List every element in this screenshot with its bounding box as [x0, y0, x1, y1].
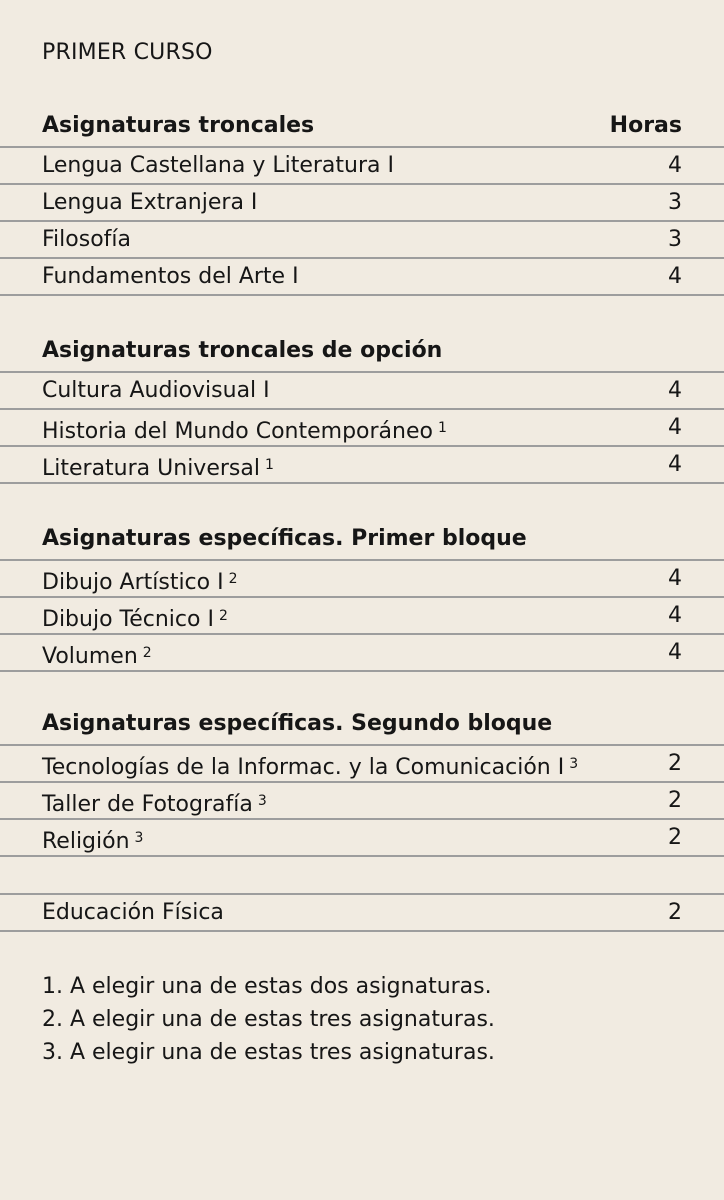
table-row [0, 148, 724, 185]
subject-name: Lengua Castellana y Literatura I [42, 153, 394, 178]
group-header-troncales [0, 112, 724, 148]
footnote-marker: 1 [437, 420, 447, 436]
table-row [0, 746, 724, 783]
table-row [0, 895, 724, 932]
subject-name: Religión $^3$ [42, 829, 144, 854]
table-row [0, 783, 724, 820]
subject-name: Historia del Mundo Contemporáneo $^1$ [42, 419, 447, 444]
subject-hours: 2 [668, 788, 682, 813]
footnotes [42, 970, 495, 1069]
table-row [0, 185, 724, 222]
group-heading: Asignaturas troncales de opción [42, 338, 443, 363]
footnote-text: 2. A elegir una de estas tres asignaturas. [42, 1007, 495, 1032]
subject-hours: 4 [668, 415, 682, 440]
subject-name: Taller de Fotografía $^3$ [42, 792, 267, 817]
footnote-marker: 2 [218, 608, 228, 624]
subject-name: Tecnologías de la Informac. y la Comunicación I $^3$ [42, 755, 579, 780]
table-row [0, 259, 724, 296]
group-heading: Asignaturas troncales [42, 113, 315, 138]
group-header-troncales-opcion [0, 337, 724, 373]
footnote-marker: 2 [228, 571, 238, 587]
footnote-marker: 3 [257, 793, 267, 809]
group-header-especificas-segundo [0, 710, 724, 746]
subject-name: Dibujo Técnico I $^2$ [42, 607, 228, 632]
table-row [0, 410, 724, 447]
group-header-especificas-primer [0, 525, 724, 561]
group-heading: Asignaturas específicas. Primer bloque [42, 526, 527, 551]
table-row [0, 373, 724, 410]
subject-name: Filosofía [42, 227, 131, 252]
subject-name: Cultura Audiovisual I [42, 378, 270, 403]
table-row [0, 447, 724, 484]
footnote-marker: 3 [134, 830, 144, 846]
subject-hours: 3 [668, 190, 682, 215]
table-row [0, 635, 724, 672]
subject-name: Fundamentos del Arte I [42, 264, 299, 289]
group-heading: Asignaturas específicas. Segundo bloque [42, 711, 553, 736]
footnote-text: 3. A elegir una de estas tres asignaturas. [42, 1040, 495, 1065]
footnote-marker: 1 [264, 457, 274, 473]
subject-hours: 4 [668, 264, 682, 289]
subject-hours: 4 [668, 378, 682, 403]
subject-name: Literatura Universal $^1$ [42, 456, 274, 481]
subject-hours: 4 [668, 153, 682, 178]
footnote-text: 1. A elegir una de estas dos asignaturas. [42, 974, 492, 999]
subject-name: Lengua Extranjera I [42, 190, 258, 215]
table-row [0, 820, 724, 857]
subject-hours: 2 [668, 825, 682, 850]
subject-hours: 4 [668, 452, 682, 477]
footnote-marker: 2 [142, 645, 152, 661]
subject-name: Educación Física [42, 900, 224, 925]
subject-hours: 2 [668, 900, 682, 925]
subject-hours: 4 [668, 640, 682, 665]
subject-hours: 3 [668, 227, 682, 252]
hours-column-header: Horas [609, 113, 682, 138]
table-row [0, 598, 724, 635]
footnote-marker: 3 [569, 756, 579, 772]
subject-hours: 2 [668, 751, 682, 776]
subject-hours: 4 [668, 603, 682, 628]
subject-name: Dibujo Artístico I $^2$ [42, 570, 238, 595]
table-row [0, 561, 724, 598]
subject-hours: 4 [668, 566, 682, 591]
subject-name: Volumen $^2$ [42, 644, 152, 669]
course-title: PRIMER CURSO [42, 40, 213, 65]
table-row [0, 222, 724, 259]
